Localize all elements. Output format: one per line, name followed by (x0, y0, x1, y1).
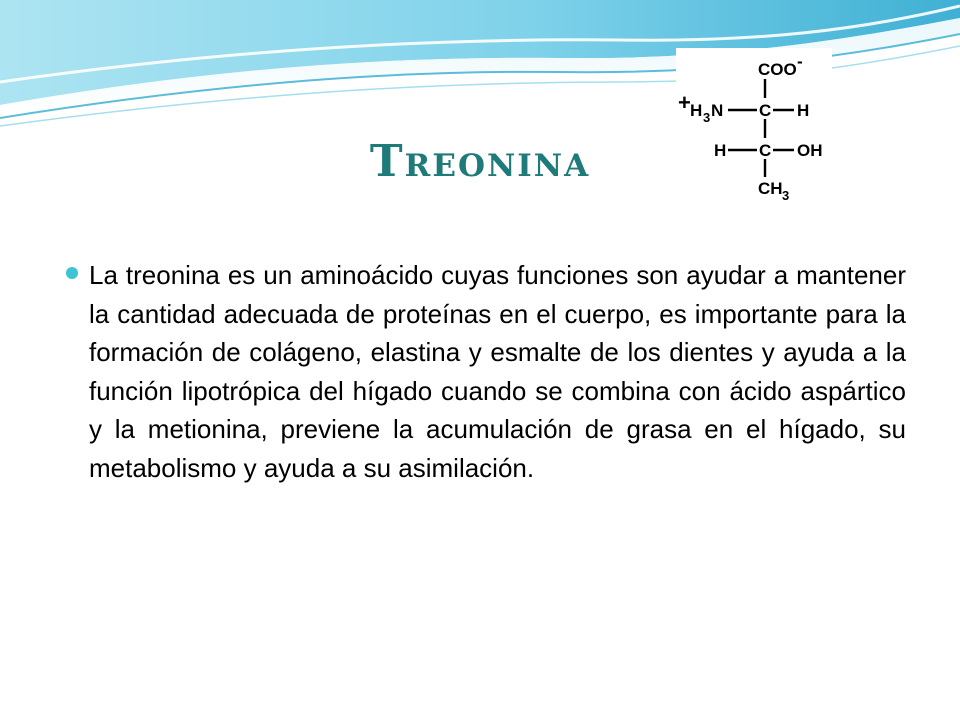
structure-top-charge: - (797, 52, 803, 71)
structure-bottom-sub: 3 (782, 188, 790, 202)
structure-amino-sub: 3 (703, 110, 711, 125)
structure-beta-right: OH (797, 141, 823, 160)
bullet-item (60, 256, 906, 488)
structure-top-group: COO (758, 60, 797, 79)
slide-title: Treonina (369, 136, 591, 187)
structure-alpha-carbon: C (759, 101, 772, 120)
slide-body (60, 256, 906, 488)
structure-bottom-prefix: CH (758, 179, 783, 198)
structure-amino-suffix: N (711, 101, 724, 120)
bullet-dot-icon (66, 267, 78, 279)
structure-alpha-right: H (797, 101, 810, 120)
structure-beta-left: H (714, 141, 727, 160)
structure-amino-prefix: H (690, 101, 703, 120)
bullet-text: La treonina es un aminoácido cuyas funciones son ayudar a mantener la cantidad adecuada de proteínas en el cuerpo, es importante para la formación de colágeno, elastina y esmalte de los dientes y ayuda a la función lipotrópica del hígado cuando se combina con ácido aspártico y la metionina, previene la acumulación de grasa en el hígado, su metabolismo y ayuda a su asimilación. (89, 260, 906, 483)
structure-beta-carbon: C (759, 141, 772, 160)
structure-amino-charge: + (678, 90, 691, 115)
